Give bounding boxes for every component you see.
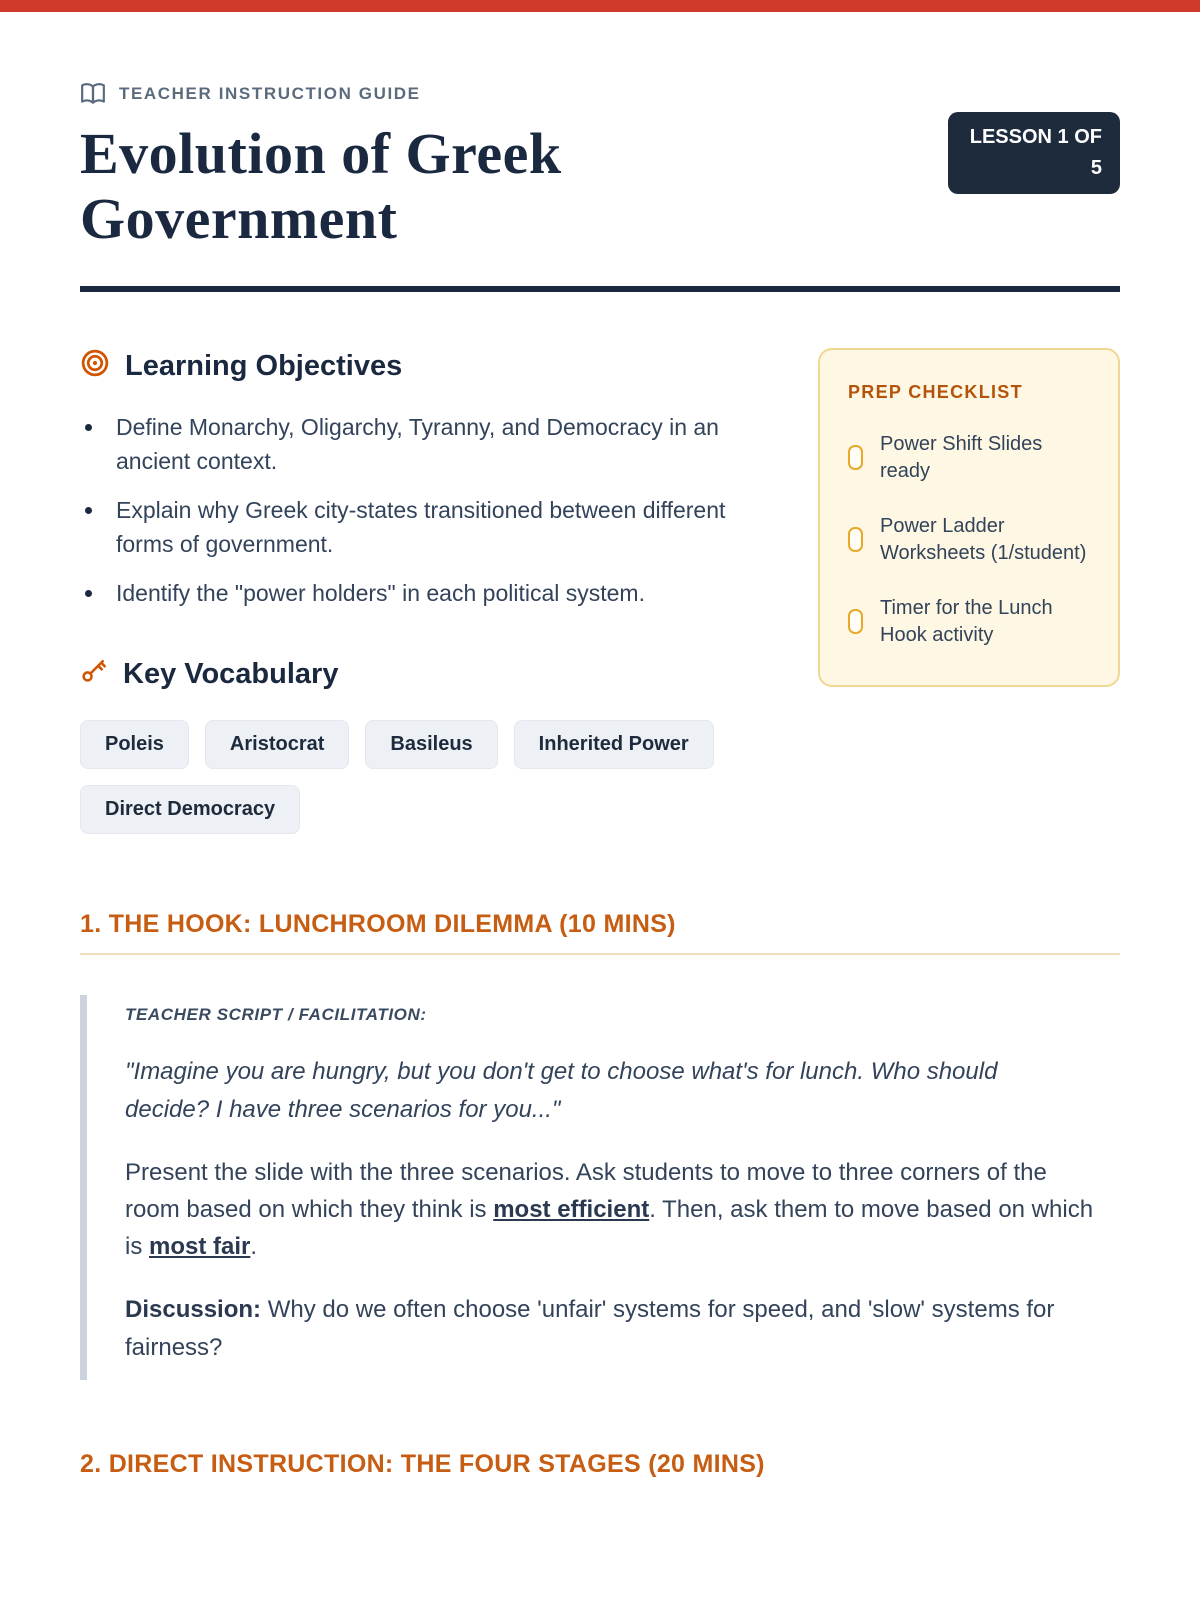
main-columns	[80, 348, 1120, 835]
key-icon	[80, 656, 108, 692]
activity-text: Present the slide with the three scenarios. Ask students to move to three corners of the room based on which they think is	[125, 1158, 1047, 1223]
top-accent-bar	[0, 0, 1200, 12]
eyebrow	[80, 82, 1120, 106]
vocabulary-heading	[80, 656, 762, 692]
book-icon	[80, 82, 106, 106]
checklist-item-label: Power Shift Slides ready	[880, 432, 1043, 482]
vocab-chip: Aristocrat	[205, 720, 349, 769]
header-divider	[80, 286, 1120, 292]
vocab-chip: Basileus	[365, 720, 497, 769]
objectives-heading-label: Learning Objectives	[125, 350, 403, 383]
checkbox-icon[interactable]	[848, 609, 863, 634]
section-1-heading: 1. THE HOOK: LUNCHROOM DILEMMA (10 MINS)	[80, 910, 676, 939]
lesson-badge: LESSON 1 OF 5	[948, 112, 1120, 194]
checkbox-icon[interactable]	[848, 527, 863, 552]
checkbox-icon[interactable]	[848, 445, 863, 470]
emphasis-most-fair: most fair	[149, 1233, 251, 1261]
teacher-script-quote: "Imagine you are hungry, but you don't get to choose what's for lunch. Who should decide? I have three scenarios for you..."	[125, 1058, 998, 1123]
checklist-item	[848, 595, 1090, 649]
target-icon	[80, 348, 110, 386]
checklist-item-label: Power Ladder Worksheets (1/student)	[880, 514, 1087, 564]
activity-text: . Then, ask them to move based on which is	[125, 1195, 1094, 1261]
objective-item: • Explain why Greek city-states transitioned between different forms of government.	[106, 493, 762, 562]
objectives-list	[80, 410, 762, 611]
emphasis-most-efficient: most efficient	[493, 1195, 650, 1223]
teacher-script-block	[80, 995, 1120, 1379]
prep-checklist-heading: PREP CHECKLIST	[848, 381, 1023, 402]
vocab-chip: Direct Democracy	[80, 785, 300, 834]
checklist-item	[848, 513, 1090, 567]
vocabulary-chips	[80, 720, 760, 834]
script-label: TEACHER SCRIPT / FACILITATION:	[125, 1005, 427, 1025]
page	[0, 12, 1200, 1479]
checklist-item-label: Timer for the Lunch Hook activity	[880, 596, 1053, 646]
header	[80, 12, 1120, 292]
section-1-underline	[80, 953, 1120, 955]
page-title: Evolution of Greek Government	[80, 121, 562, 251]
activity-paragraph	[125, 1154, 1095, 1266]
left-column	[80, 348, 762, 835]
section-direct-instruction	[80, 1450, 1120, 1479]
eyebrow-label: TEACHER INSTRUCTION GUIDE	[119, 84, 421, 103]
objective-item: • Identify the "power holders" in each political system.	[106, 576, 762, 611]
discussion-paragraph	[125, 1291, 1095, 1365]
section-hook	[80, 910, 1120, 1379]
vocab-chip: Inherited Power	[514, 720, 714, 769]
discussion-label: Discussion:	[125, 1296, 262, 1324]
objectives-heading	[80, 348, 762, 386]
vocabulary-heading-label: Key Vocabulary	[123, 657, 339, 690]
section-2-heading: 2. DIRECT INSTRUCTION: THE FOUR STAGES (20 MINS)	[80, 1449, 765, 1478]
vocab-chip: Poleis	[80, 720, 189, 769]
prep-checklist-card	[818, 348, 1120, 687]
discussion-text: Why do we often choose 'unfair' systems for speed, and 'slow' systems for fairness?	[125, 1296, 1055, 1361]
objective-item: • Define Monarchy, Oligarchy, Tyranny, and Democracy in an ancient context.	[106, 410, 762, 479]
activity-text: .	[250, 1233, 258, 1261]
checklist-item	[848, 431, 1090, 485]
